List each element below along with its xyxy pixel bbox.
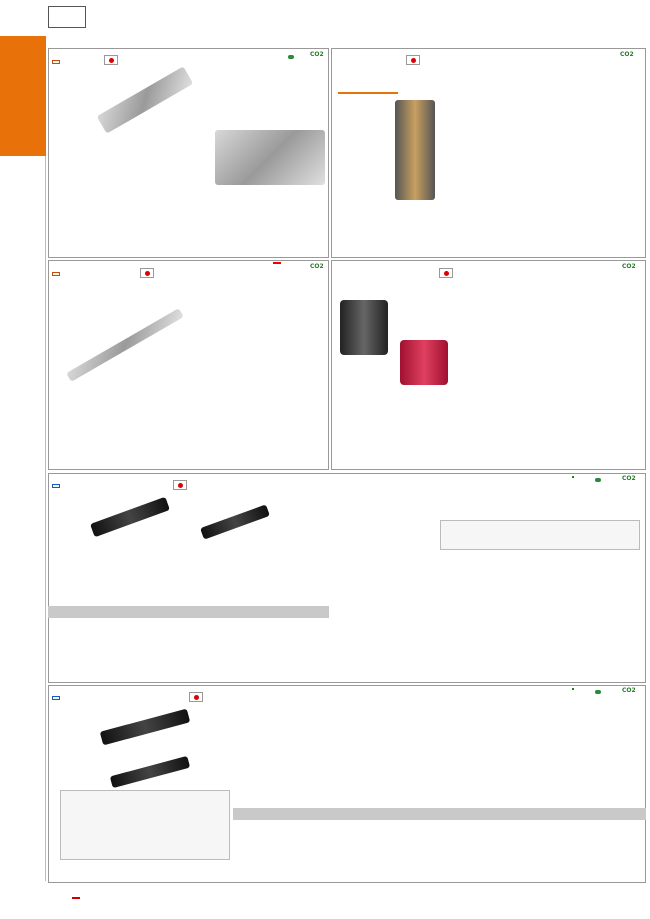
- japan-flag-icon: [140, 268, 154, 278]
- separate-badge: [572, 476, 574, 478]
- brand-logo: [52, 60, 60, 64]
- ball-section-bar: [48, 606, 329, 618]
- usage-diagram: [440, 520, 640, 550]
- japan-flag-icon: [173, 480, 187, 490]
- co2-badge: CO2: [622, 263, 636, 270]
- usage-diagram: [60, 790, 230, 860]
- sidebar: [0, 36, 46, 881]
- brand-logo: [52, 272, 60, 276]
- co2-badge: CO2: [310, 263, 324, 270]
- co2-badge: CO2: [622, 475, 636, 482]
- product-section-ebs: [331, 260, 646, 470]
- product-section-3da: [48, 473, 646, 683]
- product-section-bfj: [331, 48, 646, 258]
- adapter-red-photo: [400, 340, 448, 385]
- rohs-badge: [595, 690, 601, 694]
- new-badge: [273, 262, 281, 264]
- voltage-tag: [338, 92, 398, 94]
- separate-badge: [572, 688, 574, 690]
- sidebar-title: [0, 36, 46, 156]
- japan-flag-icon: [406, 55, 420, 65]
- rohs-badge: [288, 55, 294, 59]
- ball-section-bar: [233, 808, 646, 820]
- adapter-black-photo: [340, 300, 388, 355]
- category-badge: [48, 6, 86, 28]
- joint-photo: [395, 100, 435, 200]
- japan-flag-icon: [439, 268, 453, 278]
- co2-badge: CO2: [310, 51, 324, 58]
- brand-logo: [52, 696, 60, 700]
- price-note: [72, 897, 80, 899]
- japan-flag-icon: [104, 55, 118, 65]
- usage-photo: [215, 130, 325, 185]
- co2-badge: CO2: [622, 687, 636, 694]
- rohs-badge: [595, 478, 601, 482]
- brand-logo: [52, 484, 60, 488]
- japan-flag-icon: [189, 692, 203, 702]
- co2-badge: CO2: [620, 51, 634, 58]
